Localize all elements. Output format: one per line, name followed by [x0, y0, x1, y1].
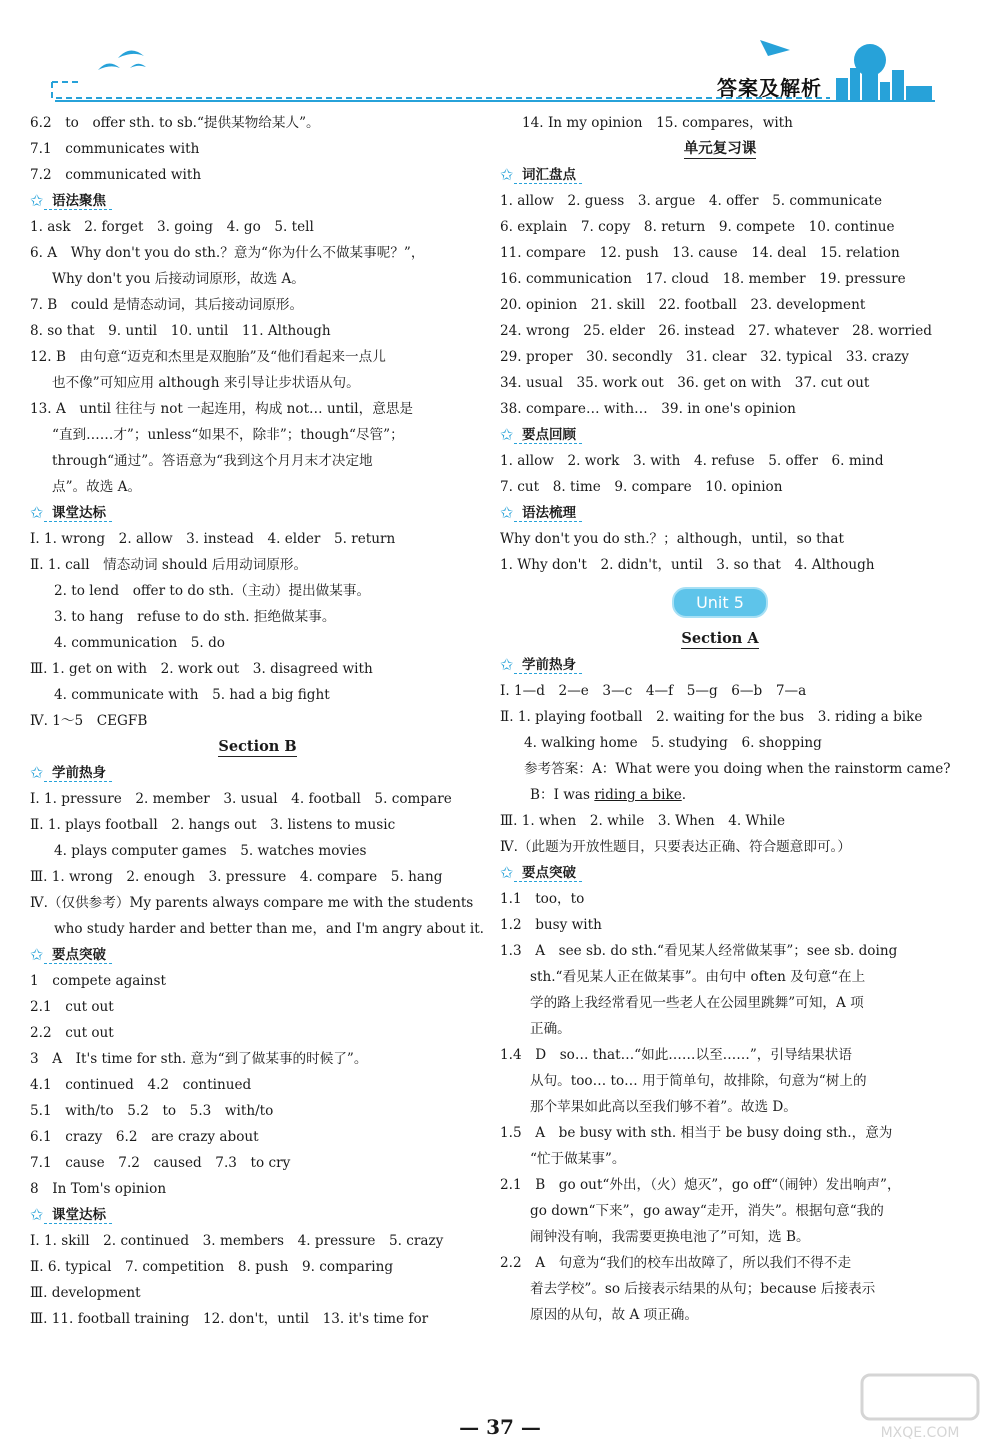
section-heading [500, 500, 940, 526]
answer-line: 4. communication 5. do [54, 635, 225, 651]
answer-line: 7.1 cause 7.2 caused 7.3 to cry [30, 1155, 291, 1171]
paper-plane-icon [760, 40, 790, 56]
answer-line: B：I was riding a bike. [530, 787, 687, 803]
section-title-label: Section A [681, 630, 759, 647]
svg-text:MXQE.COM: MXQE.COM [880, 1425, 960, 1441]
unit-banner: Unit 5 [672, 587, 768, 618]
answer-line: 正确。 [530, 1021, 571, 1037]
right-column [500, 110, 951, 1328]
answer-line: 1.4 D so… that…“如此……以至……”，引导结果状语 [500, 1047, 852, 1063]
answer-line: 7.1 communicates with [30, 141, 200, 157]
underlined-answer: riding a bike [594, 787, 682, 803]
section-title [500, 626, 940, 652]
section-heading-label: 学前热身 [52, 765, 106, 781]
answer-line: Ⅲ. development [30, 1285, 141, 1301]
answer-line: 38. compare… with… 39. in one's opinion [500, 401, 796, 417]
section-title-label: 单元复习课 [683, 140, 757, 157]
answer-line: 20. opinion 21. skill 22. football 23. development [500, 297, 866, 313]
star-icon: ✩ [30, 1205, 44, 1224]
section-heading [500, 860, 940, 886]
answer-line: 1. Why don't 2. didn't，until 3. so that 4. Although [500, 557, 875, 573]
answer-line: Ⅰ. 1. pressure 2. member 3. usual 4. football 5. compare [30, 791, 452, 807]
answer-line: 12. B 由句意“迈克和杰里是双胞胎”及“他们看起来一点儿 [30, 349, 386, 365]
answer-line: 2.1 cut out [30, 999, 114, 1015]
answer-line: Ⅱ. 1. playing football 2. waiting for the bus 3. riding a bike [500, 709, 923, 725]
section-heading-label: 语法聚焦 [52, 193, 106, 209]
answer-line: 24. wrong 25. elder 26. instead 27. whatever 28. worried [500, 323, 933, 339]
answer-line: 4. plays computer games 5. watches movies [54, 843, 367, 859]
section-title [30, 734, 485, 760]
answer-line: 6.1 crazy 6.2 are crazy about [30, 1129, 259, 1145]
answer-line: 4. communicate with 5. had a big fight [54, 687, 330, 703]
answer-line: who study harder and better than me，and I'm angry about it. [54, 921, 484, 937]
answer-line: Ⅳ.（仅供参考）My parents always compare me with the students [30, 895, 474, 911]
answer-line: 1.5 A be busy with sth. 相当于 be busy doing sth.，意为 [500, 1125, 893, 1141]
answer-line: 14. In my opinion 15. compares，with [522, 115, 793, 131]
answer-line: 2.2 A 句意为“我们的校车出故障了，所以我们不得不走 [500, 1255, 852, 1271]
answer-line: 2. to lend offer to do sth.（主动）提出做某事。 [54, 583, 371, 599]
star-icon: ✩ [500, 655, 514, 674]
star-icon: ✩ [30, 945, 44, 964]
answer-line: 1. allow 2. guess 3. argue 4. offer 5. communicate [500, 193, 883, 209]
answer-line: 29. proper 30. secondly 31. clear 32. typical 33. crazy [500, 349, 909, 365]
answer-line: 那个苹果如此高以至我们够不着”。故选 D。 [530, 1099, 797, 1115]
bird-icon [98, 50, 146, 70]
answer-line: Ⅲ. 1. wrong 2. enough 3. pressure 4. compare 5. hang [30, 869, 443, 885]
section-title [500, 136, 940, 162]
answer-line: 7.2 communicated with [30, 167, 202, 183]
answer-line: Ⅲ. 1. when 2. while 3. When 4. While [500, 813, 786, 829]
section-heading-label: 要点回顾 [522, 427, 576, 443]
answer-line: 1 compete against [30, 973, 166, 989]
section-heading [500, 162, 940, 188]
section-heading-label: 词汇盘点 [522, 167, 576, 183]
star-icon: ✩ [500, 165, 514, 184]
answer-line: 16. communication 17. cloud 18. member 19. pressure [500, 271, 906, 287]
answer-line: 13. A until 往往与 not 一起连用，构成 not… until，意思是 [30, 401, 414, 417]
star-icon: ✩ [500, 503, 514, 522]
section-title-label: Section B [218, 738, 297, 755]
answer-line: 7. cut 8. time 9. compare 10. opinion [500, 479, 783, 495]
answer-line: 参考答案：A：What were you doing when the rainstorm came? [524, 761, 951, 777]
answer-line: Ⅰ. 1—d 2—e 3—c 4—f 5—g 6—b 7—a [500, 683, 807, 699]
answer-line: Ⅳ.（此题为开放性题目，只要表达正确、符合题意即可。） [500, 839, 851, 855]
section-heading-label: 要点突破 [522, 865, 576, 881]
city-skyline-icon [836, 44, 932, 100]
star-icon: ✩ [30, 763, 44, 782]
star-icon: ✩ [500, 425, 514, 444]
answer-line: Ⅲ. 11. football training 12. don't，until 13. it's time for [30, 1311, 429, 1327]
answer-line: Ⅰ. 1. skill 2. continued 3. members 4. pressure 5. crazy [30, 1233, 444, 1249]
section-heading [30, 942, 485, 968]
answer-line: 学的路上我经常看见一些老人在公园里跳舞”可知，A 项 [530, 995, 864, 1011]
header-decoration [0, 0, 1000, 105]
answer-line: through“通过”。答语意为“我到这个月月末才决定地 [52, 453, 373, 469]
section-heading [30, 1202, 485, 1228]
answer-line: 闹钟没有响，我需要更换电池了”可知，选 B。 [530, 1229, 810, 1245]
answer-line: 4. walking home 5. studying 6. shopping [524, 735, 822, 751]
section-heading-label: 语法梳理 [522, 505, 576, 521]
answer-line: 1.3 A see sb. do sth.“看见某人经常做某事”；see sb. doing [500, 943, 898, 959]
section-heading-label: 学前热身 [522, 657, 576, 673]
page-header [0, 0, 1000, 105]
answer-line: 6. explain 7. copy 8. return 9. compete 10. continue [500, 219, 895, 235]
section-heading [30, 760, 485, 786]
answer-line: 3. to hang refuse to do sth. 拒绝做某事。 [54, 609, 336, 625]
unit-banner-wrap [500, 578, 940, 626]
answer-line: 5.1 with/to 5.2 to 5.3 with/to [30, 1103, 274, 1119]
answer-line: 1.1 too，to [500, 891, 585, 907]
answer-line: Ⅱ. 1. call 情态动词 should 后用动词原形。 [30, 557, 308, 573]
watermark-logo [860, 1373, 980, 1443]
answer-line: 从句。too… to… 用于简单句，故排除，句意为“树上的 [530, 1073, 867, 1089]
answer-line: 7. B could 是情态动词，其后接动词原形。 [30, 297, 304, 313]
page-number: — 37 — [459, 1415, 541, 1439]
answer-line: 8. so that 9. until 10. until 11. Although [30, 323, 331, 339]
answer-line: 11. compare 12. push 13. cause 14. deal 15. relation [500, 245, 900, 261]
answer-line: 3 A It's time for sth. 意为“到了做某事的时候了”。 [30, 1051, 368, 1067]
section-heading-label: 要点突破 [52, 947, 106, 963]
answer-line: 34. usual 35. work out 36. get on with 37. cut out [500, 375, 870, 391]
answer-line: “忙于做某事”。 [530, 1151, 626, 1167]
star-icon: ✩ [500, 863, 514, 882]
answer-line: 8 In Tom's opinion [30, 1181, 167, 1197]
answer-line: Ⅱ. 6. typical 7. competition 8. push 9. comparing [30, 1259, 394, 1275]
answer-line: 也不像”可知应用 although 来引导让步状语从句。 [52, 375, 360, 391]
section-heading [30, 500, 485, 526]
section-heading [500, 422, 940, 448]
star-icon: ✩ [30, 503, 44, 522]
answer-line: 1. allow 2. work 3. with 4. refuse 5. offer 6. mind [500, 453, 884, 469]
answer-line: “直到……才”；unless“如果不，除非”；though“尽管”； [52, 427, 404, 443]
answer-line: 4.1 continued 4.2 continued [30, 1077, 252, 1093]
answer-line: 1.2 busy with [500, 917, 602, 933]
answer-line: 原因的从句，故 A 项正确。 [530, 1307, 698, 1323]
answer-line: Why don't you do sth.？；although，until，so that [500, 531, 844, 547]
section-heading [500, 652, 940, 678]
left-column [30, 110, 485, 1332]
answer-line: 着去学校”。so 后接表示结果的从句；because 后接表示 [530, 1281, 876, 1297]
answer-line: 6. A Why don't you do sth.？意为“你为什么不做某事呢？”， [30, 245, 425, 261]
section-heading-label: 课堂达标 [52, 1207, 106, 1223]
answer-line: 1. ask 2. forget 3. going 4. go 5. tell [30, 219, 314, 235]
header-title: 答案及解析 [717, 76, 822, 100]
answer-line: Ⅲ. 1. get on with 2. work out 3. disagreed with [30, 661, 373, 677]
answer-line: 2.1 B go out“外出，（火）熄灭”，go off“（闹钟）发出响声”， [500, 1177, 901, 1193]
answer-line: Ⅱ. 1. plays football 2. hangs out 3. listens to music [30, 817, 396, 833]
section-heading-label: 课堂达标 [52, 505, 106, 521]
answer-line: 点”。故选 A。 [52, 479, 142, 495]
answer-line: 6.2 to offer sth. to sb.“提供某物给某人”。 [30, 115, 320, 131]
answer-line: Ⅰ. 1. wrong 2. allow 3. instead 4. elder 5. return [30, 531, 396, 547]
star-icon: ✩ [30, 191, 44, 210]
answer-line: go down“下来”，go away“走开，消失”。根据句意“我的 [530, 1203, 884, 1219]
answer-line: Ⅳ. 1～5 CEGFB [30, 713, 148, 729]
answer-line: 2.2 cut out [30, 1025, 114, 1041]
answer-line: Why don't you 后接动词原形，故选 A。 [52, 271, 305, 287]
section-heading [30, 188, 485, 214]
answer-line: sth.“看见某人正在做某事”。由句中 often 及句意“在上 [530, 969, 866, 985]
